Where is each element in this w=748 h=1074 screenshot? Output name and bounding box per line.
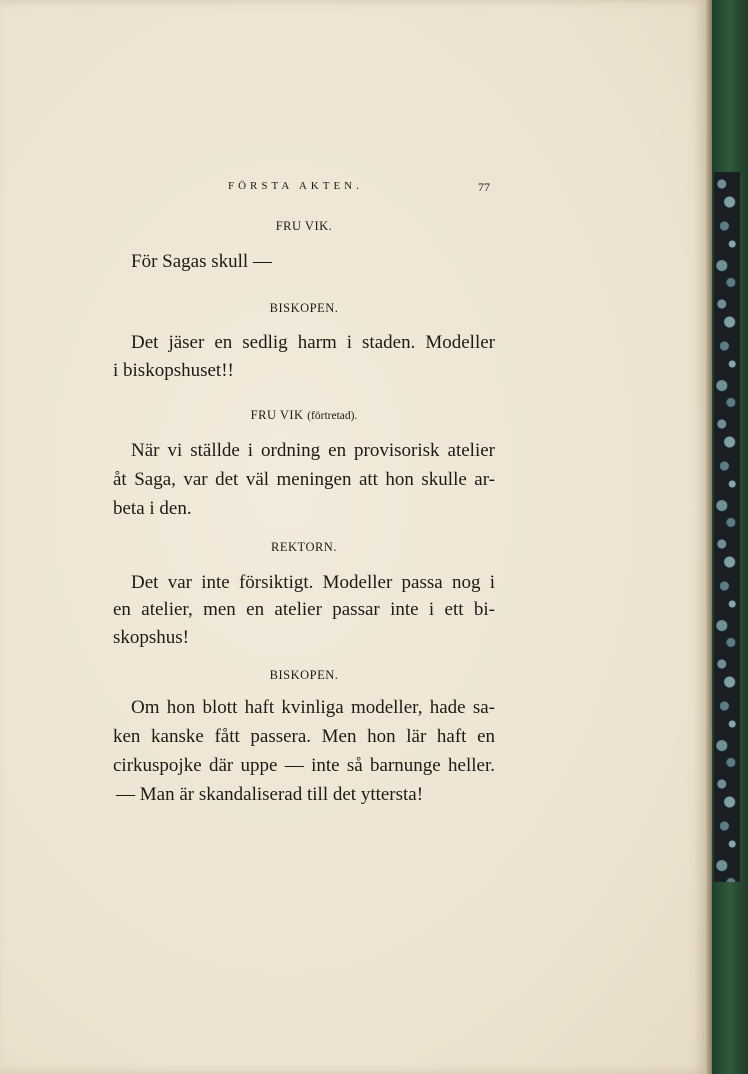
speaker-label: BISKOPEN.: [269, 668, 339, 682]
running-head: FÖRSTA AKTEN.: [228, 180, 363, 192]
dialogue-line: ken kanske fått passera. Men hon lär haft en: [113, 726, 495, 747]
dialogue-line: Det jäser en sedlig harm i staden. Modeller: [131, 332, 495, 353]
dialogue-line: i biskopshuset!!: [113, 360, 234, 381]
dialogue-line: — Man är skandaliserad till det yttersta!: [116, 784, 424, 805]
page-number: 77: [478, 180, 490, 194]
speaker-label: BISKOPEN.: [269, 301, 339, 315]
speaker-name: [113, 301, 495, 316]
dialogue-line: Om hon blott haft kvinliga modeller, hade sa-: [131, 697, 495, 718]
dialogue-line: beta i den.: [113, 498, 192, 519]
book-spine-edge: [706, 0, 748, 1074]
speaker-label: FRU VIK.: [275, 219, 333, 233]
speaker-name: [113, 540, 495, 555]
speaker-label: FRU VIK: [250, 408, 304, 422]
dialogue-line: åt Saga, var det väl meningen att hon skulle ar-: [113, 469, 495, 490]
dialogue-line: När vi ställde i ordning en provisorisk atelier: [131, 440, 495, 461]
marbled-endpaper: [714, 172, 740, 882]
stage-direction: (förtretad).: [307, 410, 358, 422]
speaker-label: REKTORN.: [271, 540, 337, 554]
dialogue-line: en atelier, men en atelier passar inte i ett bi-: [113, 599, 495, 620]
speaker-name: [113, 219, 495, 234]
dialogue-line: cirkuspojke där uppe — inte så barnunge heller.: [113, 755, 495, 776]
speaker-name: [113, 408, 495, 423]
dialogue-line: För Sagas skull —: [131, 251, 272, 272]
dialogue-line: skopshus!: [113, 627, 190, 648]
speaker-name: [113, 668, 495, 683]
dialogue-line: Det var inte försiktigt. Modeller passa nog i: [131, 572, 495, 593]
